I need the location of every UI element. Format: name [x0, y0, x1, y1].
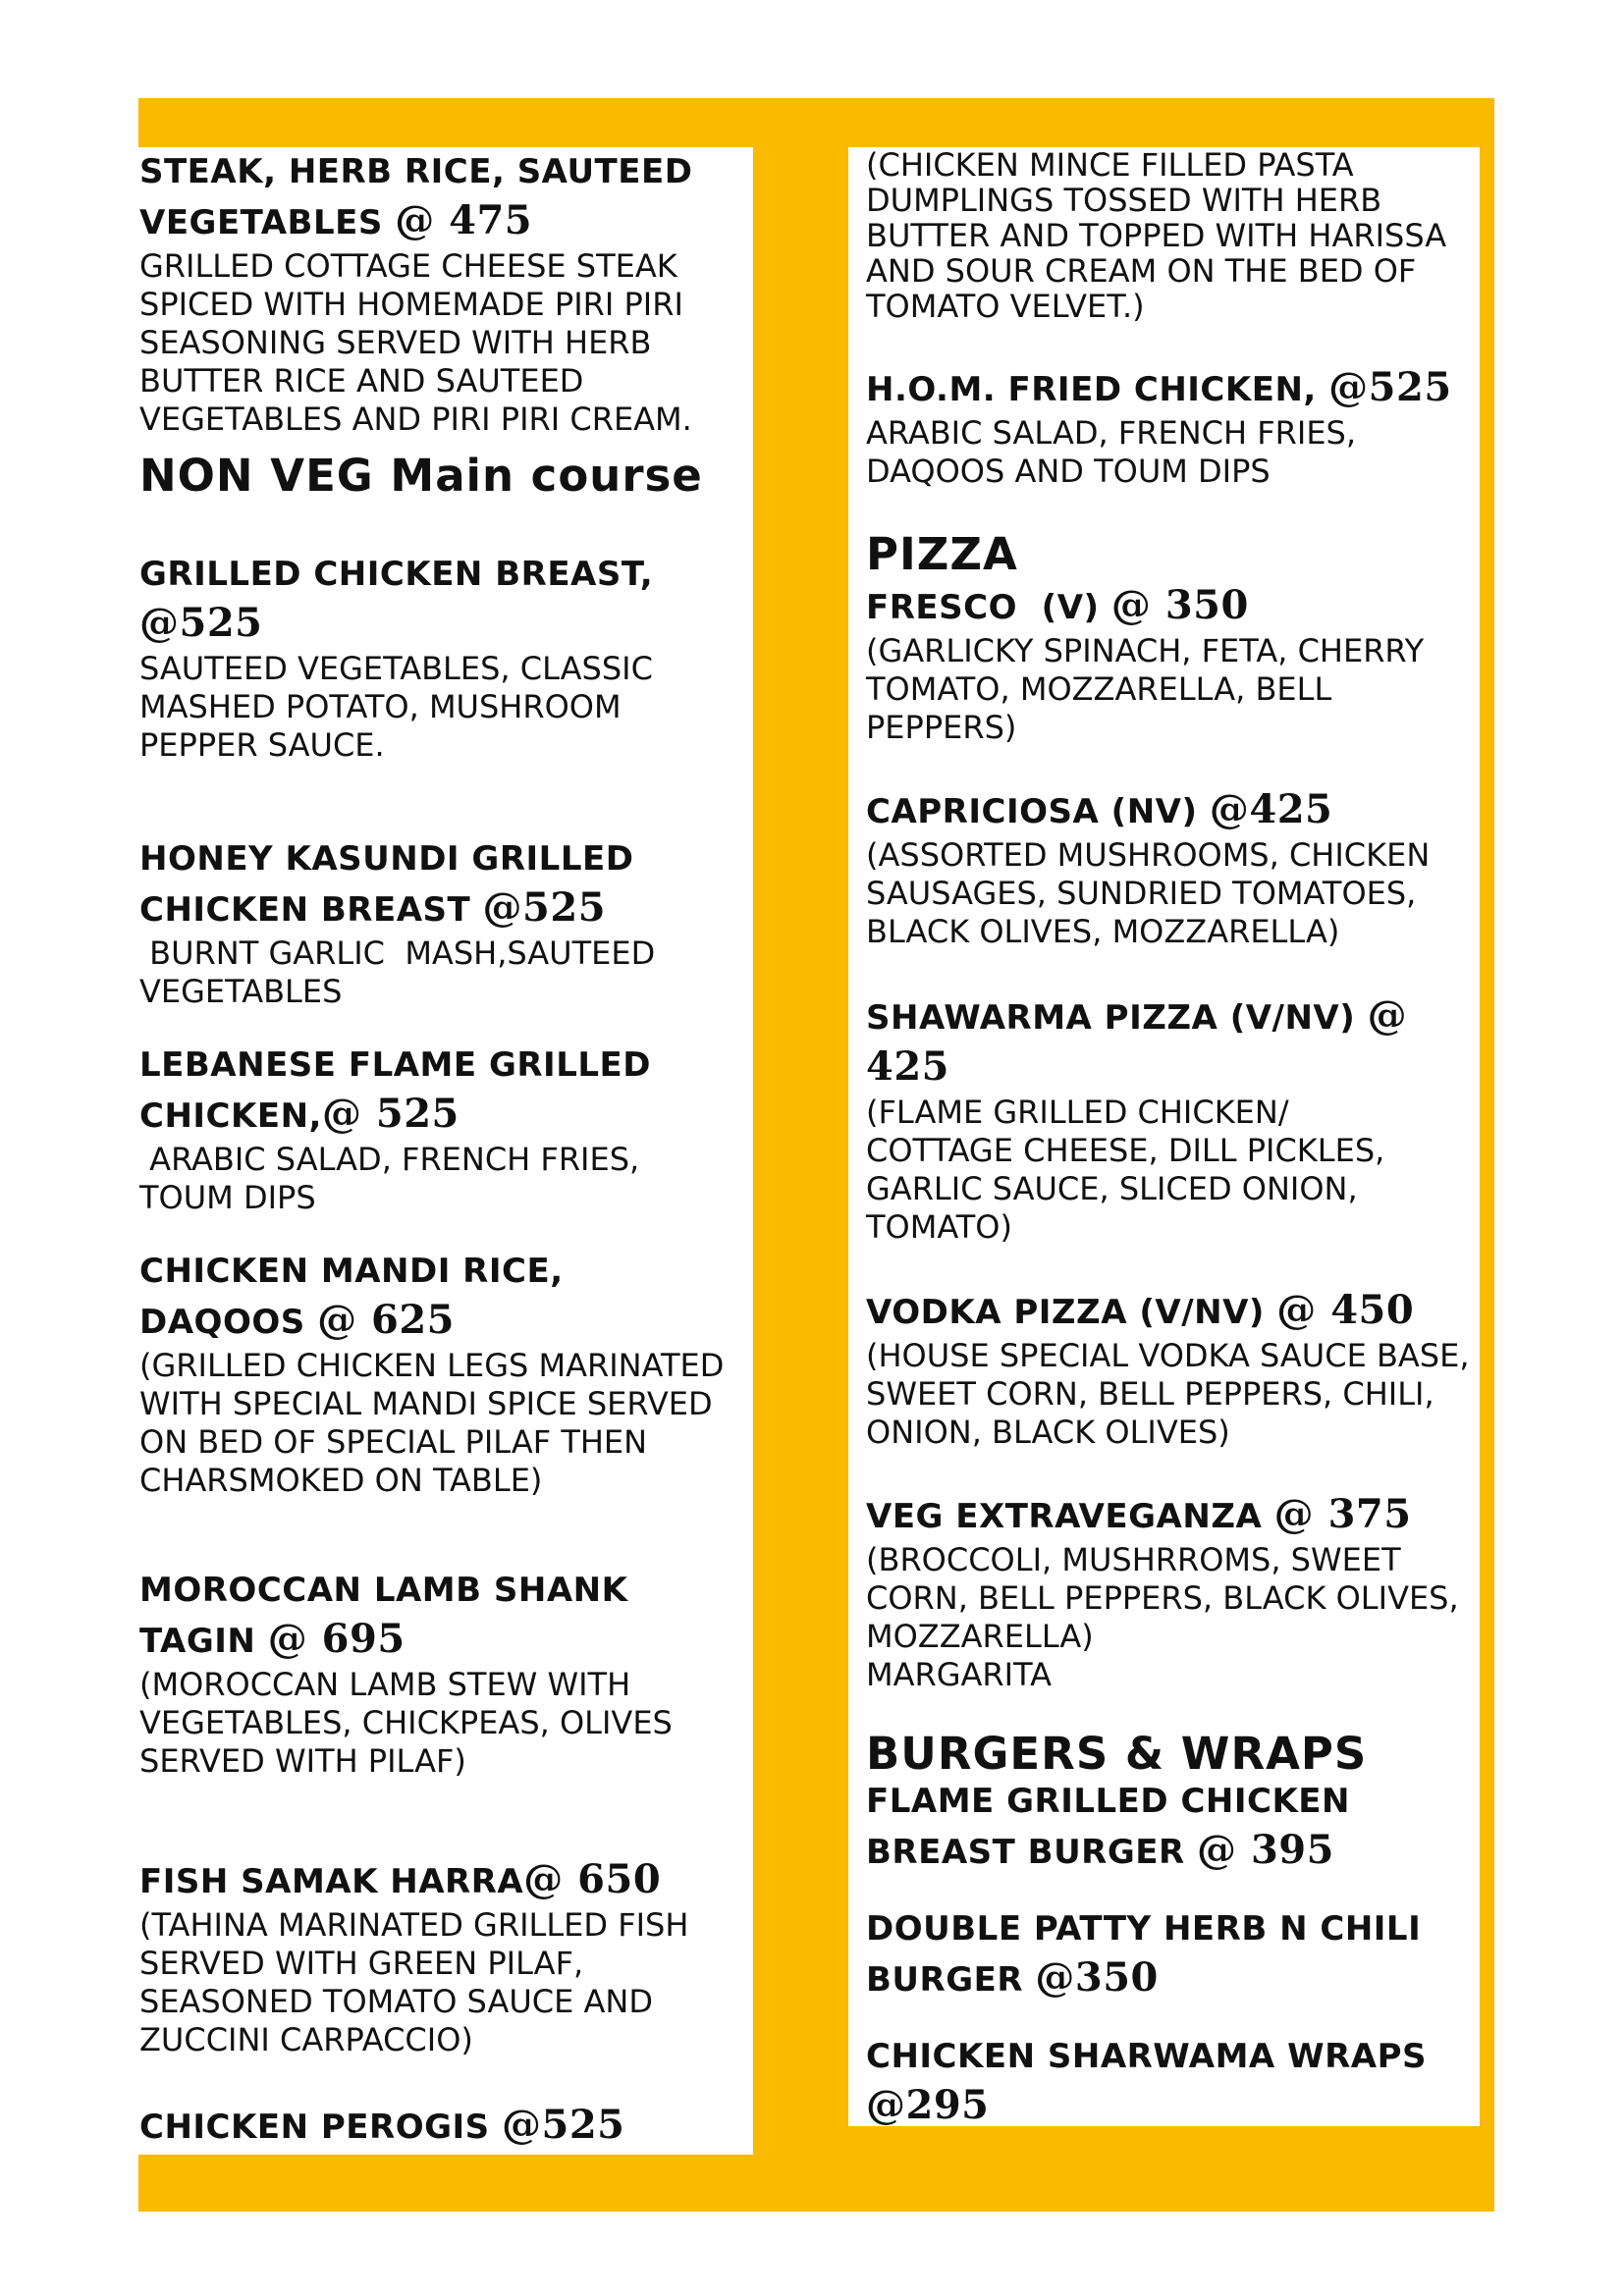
item-price: @ 425: [866, 992, 1408, 1090]
item-title: H.O.M. FRIED CHICKEN, @525: [866, 364, 1452, 410]
item-description: BURNT GARLIC MASH,SAUTEED VEGETABLES: [139, 934, 666, 1010]
item-price: @295: [866, 2082, 990, 2128]
item-price: @525: [139, 600, 263, 646]
item-price: @ 350: [1110, 582, 1249, 628]
item-description: (FLAME GRILLED CHICKEN/ COTTAGE CHEESE, DILL PICKLES, GARLIC SAUCE, SLICED ONION, TOMATO): [866, 1094, 1395, 1246]
menu-item-capriciosa: [848, 785, 1480, 951]
item-description: (ASSORTED MUSHROOMS, CHICKEN SAUSAGES, SUNDRIED TOMATOES, BLACK OLIVES, MOZZARELLA): [866, 836, 1440, 950]
item-price: @ 475: [395, 197, 533, 243]
item-description: (MOROCCAN LAMB STEW WITH VEGETABLES, CHICKPEAS, OLIVES SERVED WITH PILAF): [139, 1666, 683, 1780]
item-title: VEG EXTRAVEGANZA @ 375: [866, 1491, 1412, 1537]
item-price: @ 695: [267, 1616, 406, 1662]
item-price: @525: [1328, 364, 1452, 410]
menu-item-chicken-mandi: [138, 1247, 738, 1500]
item-title: GRILLED CHICKEN BREAST, @525: [139, 555, 654, 646]
item-price: @ 650: [523, 1856, 662, 1902]
menu-item-sharwama-wraps: [848, 2032, 1455, 2132]
item-description: (HOUSE SPECIAL VODKA SAUCE BASE, SWEET CORN, BELL PEPPERS, CHILI, ONION, BLACK OLIVES): [866, 1337, 1480, 1451]
section-heading-pizza: PIZZA: [866, 528, 1018, 580]
menu-item-veg-extraveganza: [848, 1490, 1465, 1694]
menu-item-shawarma-pizza: [848, 991, 1435, 1247]
item-title: LEBANESE FLAME GRILLED CHICKEN,@ 525: [139, 1045, 651, 1137]
item-price: @525: [502, 2102, 625, 2148]
section-heading-non-veg: NON VEG Main course: [139, 450, 703, 502]
item-title: SHAWARMA PIZZA (V/NV) @ 425: [866, 992, 1408, 1090]
item-title: FLAME GRILLED CHICKEN BREAST BURGER @ 395: [866, 1782, 1350, 1873]
menu-item-fish-samak-harra: [138, 1855, 738, 2059]
menu-item-grilled-chicken-breast: [138, 550, 689, 765]
item-description: (BROCCOLI, MUSHRROMS, SWEET CORN, BELL PEPPERS, BLACK OLIVES, MOZZARELLA) MARGARITA: [866, 1541, 1459, 1693]
menu-item-moroccan-lamb: [138, 1566, 748, 1781]
perogis-description: [848, 147, 1455, 324]
item-description: GRILLED COTTAGE CHEESE STEAK SPICED WITH HOMEMADE PIRI PIRI SEASONING SERVED WITH HERB BUTTER RICE AND SAUTEED VEGETABLES AND PIRI PIRI CREAM.: [139, 247, 694, 438]
item-description: (TAHINA MARINATED GRILLED FISH SERVED WITH GREEN PILAF, SEASONED TOMATO SAUCE AND ZUCCINI CARPACCIO): [139, 1906, 699, 2058]
item-title: HONEY KASUNDI GRILLED CHICKEN BREAST @525: [139, 839, 634, 931]
menu-item-vodka-pizza: [848, 1286, 1480, 1452]
menu-item-hom-fried-chicken: [848, 363, 1475, 491]
item-title: CHICKEN PEROGIS @525: [139, 2102, 625, 2148]
section-heading-burgers-wraps: BURGERS & WRAPS: [866, 1728, 1368, 1780]
item-title: CHICKEN MANDI RICE, DAQOOS @ 625: [139, 1252, 564, 1343]
item-title: CHICKEN SHARWAMA WRAPS @295: [866, 2037, 1427, 2128]
item-description: (GARLICKY SPINACH, FETA, CHERRY TOMATO, MOZZARELLA, BELL PEPPERS): [866, 632, 1434, 746]
menu-column-left: [138, 147, 753, 2155]
menu-item-chicken-perogis: [138, 2101, 748, 2152]
menu-item-double-patty-burger: [848, 1904, 1435, 2004]
item-price: @ 525: [321, 1091, 460, 1137]
item-description: (CHICKEN MINCE FILLED PASTA DUMPLINGS TOSSED WITH HERB BUTTER AND TOPPED WITH HARISSA AND SOUR CREAM ON THE BED OF TOMATO VELVET.): [866, 146, 1457, 325]
item-description: (GRILLED CHICKEN LEGS MARINATED WITH SPECIAL MANDI SPICE SERVED ON BED OF SPECIAL PILAF THEN CHARSMOKED ON TABLE): [139, 1347, 734, 1499]
item-title: FISH SAMAK HARRA@ 650: [139, 1856, 662, 1902]
item-title: VODKA PIZZA (V/NV) @ 450: [866, 1287, 1415, 1333]
item-title: STEAK, HERB RICE, SAUTEED VEGETABLES @ 475: [139, 152, 693, 243]
item-title: FRESCO (V) @ 350: [866, 582, 1249, 628]
item-description: ARABIC SALAD, FRENCH FRIES, TOUM DIPS: [139, 1141, 650, 1216]
menu-column-right: [848, 147, 1480, 2126]
menu-item-lebanese-chicken: [138, 1041, 689, 1217]
menu-item-honey-kasundi: [138, 834, 689, 1011]
item-description: ARABIC SALAD, FRENCH FRIES, DAQOOS AND TOUM DIPS: [866, 414, 1367, 490]
menu-item-flame-grilled-burger: [848, 1777, 1416, 1877]
item-price: @525: [482, 884, 607, 931]
item-price: @ 395: [1197, 1827, 1334, 1873]
item-title: MOROCCAN LAMB SHANK TAGIN @ 695: [139, 1571, 628, 1662]
item-description: SAUTEED VEGETABLES, CLASSIC MASHED POTATO, MUSHROOM PEPPER SAUCE.: [139, 650, 664, 764]
item-price: @425: [1209, 786, 1333, 832]
item-price: @350: [1035, 1954, 1159, 2001]
menu-item-fresco: [848, 581, 1475, 747]
menu-item-steak: [138, 147, 729, 439]
item-title: CAPRICIOSA (NV) @425: [866, 786, 1333, 832]
item-title: DOUBLE PATTY HERB N CHILI BURGER @350: [866, 1909, 1422, 2001]
item-price: @ 625: [317, 1297, 455, 1343]
item-price: @ 450: [1276, 1287, 1415, 1333]
item-price: @ 375: [1273, 1491, 1412, 1537]
